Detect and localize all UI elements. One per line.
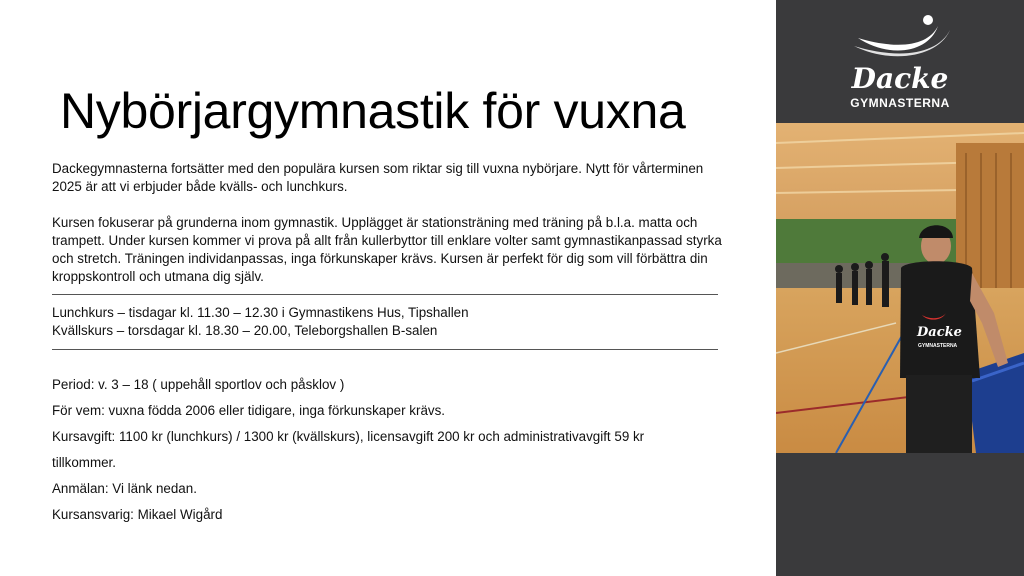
logo-subtitle: GYMNASTERNA [850, 96, 950, 110]
shirt-wordmark: Dacke [917, 325, 962, 340]
divider [52, 294, 718, 295]
info-signup: Anmälan: Vi länk nedan. [52, 481, 197, 496]
intro-paragraph: Dackegymnasterna fortsätter med den populära kursen som riktar sig till vuxna nybörjare. Nytt för vårterminen 2025 är att vi erbjuder både kvälls- och lunchkurs. [52, 161, 704, 194]
schedule-lunch: Lunchkurs – tisdagar kl. 11.30 – 12.30 i Gymnastikens Hus, Tipshallen [52, 305, 469, 320]
content-body [52, 160, 732, 528]
info-fee: Kursavgift: 1100 kr (lunchkurs) / 1300 kr (kvällskurs), licensavgift 200 kr och administrativavgift 59 kr [52, 429, 645, 444]
shirt-subtitle: GYMNASTERNA [918, 343, 958, 349]
schedule-evening: Kvällskurs – torsdagar kl. 18.30 – 20.00, Teleborgshallen B-salen [52, 323, 438, 338]
gym-hall-image [776, 123, 1024, 453]
info-fee-cont: tillkommer. [52, 455, 116, 470]
info-audience: För vem: vuxna födda 2006 eller tidigare, inga förkunskaper krävs. [52, 403, 445, 418]
description-paragraph: Kursen fokuserar på grunderna inom gymnastik. Upplägget är stationsträning med träning på b.l.a. matta och trampett. Under kursen kommer vi prova på allt från kullerbyttor till enklare volter samt gymnastikanpassad styrka och stretch. Träningen individanpassas, inga förkunskaper krävs. Kursen är perfekt för dig som vill förbättra din kroppskontroll och utmana dig själv. [52, 215, 722, 284]
gymnast-swoosh-icon [810, 10, 990, 70]
info-responsible: Kursansvarig: Mikael Wigård [52, 507, 223, 522]
divider [52, 349, 718, 350]
logo-wordmark: Dacke [851, 62, 949, 95]
info-period: Period: v. 3 – 18 ( uppehåll sportlov och påsklov ) [52, 377, 345, 392]
page-title: Nybörjargymnastik för vuxna [60, 82, 686, 139]
gym-photo [776, 123, 1024, 453]
dacke-logo [810, 10, 990, 115]
